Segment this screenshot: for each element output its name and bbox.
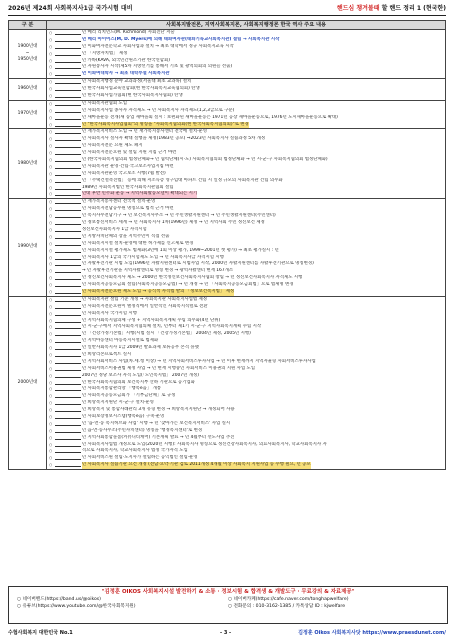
item-text: 년 사회복지사 실습기관 요건 개정 (전담·요약·기관 검토 2011개정 4개월 이상 사회복지 지원사업 등 수행 필요, 년 공포: [81, 462, 311, 468]
bullet-icon: ○: [49, 393, 53, 399]
bullet-icon: ○: [49, 455, 53, 461]
table-row: [9, 129, 446, 199]
naver-band-link[interactable]: ○ 네이버밴드(https://band.us/@oikos): [17, 597, 101, 602]
list-item: [49, 421, 443, 428]
fill-in-blank: [55, 58, 81, 63]
item-text: 년 (한국사회복지협의회 법정단체화→ 년 협력단체(시·도) 사회복지협의회 법정단체화 → 년 시·군·구 사회복지협의회 법정단체화): [81, 157, 328, 163]
item-text: 년 한국사회사업교육연합회(현 한국사회복지교육협의회) 탄생: [81, 86, 200, 92]
item-text: 년 사회복지사 실사자 확대 실행을 제정(1983년 공포) ⇒2023년 사회복지사 실습과정 5차 개정: [81, 136, 266, 142]
fill-in-blank: [55, 164, 81, 169]
fill-in-blank: [55, 30, 81, 35]
fill-in-blank: [55, 311, 81, 316]
list-item: [49, 178, 443, 185]
fill-in-blank: [55, 352, 81, 357]
bullet-icon: ○: [49, 43, 53, 49]
list-item: [49, 428, 443, 435]
bullet-icon: ○: [49, 386, 53, 392]
bullet-icon: ○: [49, 71, 53, 77]
list-item: [49, 171, 443, 178]
bullet-icon: ○: [49, 107, 53, 113]
bullet-icon: ○: [49, 191, 53, 197]
period-cell: 1990년대: [9, 199, 47, 296]
bullet-icon: ○: [49, 317, 53, 323]
item-text: 년 희망복지 및 통합사례관리 3개 유형 변경 → 희망복지지원단 → 개정되어 사용: [81, 407, 235, 413]
bullet-icon: ○: [49, 420, 53, 426]
fill-in-blank: [55, 455, 81, 460]
item-text: 년 이화여자전문학교 사회사업과 설치 → 최초 대학에서 정규 사회복지교육 시작: [81, 43, 234, 49]
bullet-icon: ○: [49, 57, 53, 63]
list-item: [49, 108, 443, 115]
fill-in-blank: [55, 324, 81, 329]
fill-in-blank: [55, 108, 81, 113]
items-cell: [47, 296, 446, 469]
fill-in-blank: [55, 407, 81, 412]
list-item: [49, 359, 443, 366]
contact-info: ○ 전화문의 : 010-3162-1385 / 카톡상담 ID : kjwelfare: [228, 604, 346, 609]
item-text: 년 자활후견기관 시범 도입(1996년 자활지원센터로 시범사업 시작, 2000년 자활지원센터를 자활후견기관으로 명칭변경): [81, 261, 314, 267]
bullet-icon: ○: [49, 288, 53, 294]
list-item: [49, 311, 443, 318]
item-text: 년 "한국사회복지사업협회"의 명칭을 "사회복지협의회(현 한국사회복지협의회)"로 변경: [81, 121, 249, 127]
item-text: 년 「지방자치법」 제정: [81, 50, 128, 56]
bullet-icon: ○: [49, 150, 53, 156]
bullet-icon: ○: [49, 407, 53, 413]
bullet-icon: ○: [49, 365, 53, 371]
bullet-icon: ○: [49, 268, 53, 274]
item-text: 년 사회복지시설 평가제도 법제화(3년에 1회 이상 평가, 1999~2001년 첫 평가) → 최초 평가실시 : 년: [81, 247, 279, 253]
item-text: 년 사회복지관 운영·건립·국고보조사업지침 마련: [81, 163, 174, 169]
fill-in-blank: [55, 359, 81, 364]
list-item: [49, 122, 443, 129]
bullet-icon: ○: [49, 261, 53, 267]
item-text: 년 지방자치단체의 장을 지역주민이 직접 선출: [81, 233, 170, 239]
list-item: [49, 435, 443, 442]
youtube-link[interactable]: ○ 유튜브(https://www.youtube.com/@한국사회복지원): [17, 604, 136, 609]
period-cell: 1980년대: [9, 129, 47, 199]
fill-in-blank: [55, 435, 81, 440]
bullet-icon: ○: [49, 199, 53, 205]
item-text: 격으로 사회복지사, 학교사회복지사 법정 국가자격 도입: [81, 448, 188, 454]
bullet-icon: ○: [49, 226, 53, 232]
fill-in-blank: [55, 234, 81, 239]
list-item: [49, 234, 443, 241]
item-text: 년 지역사회통합돌봄(커뮤니티케어) 기본계획 발표 → 년 4월부터 선도사업 추진: [81, 434, 235, 440]
fill-in-blank: [55, 122, 81, 127]
bullet-icon: ○: [49, 163, 53, 169]
fill-in-blank: [55, 261, 81, 266]
period-cell: 2000년대: [9, 296, 47, 469]
item-text: 년 메리 아이어스(M, D. Myers)에 의해 태화여자관(태화기독교사회복지관) 설립 → 사회복지관 시작: [81, 36, 280, 42]
item-text: 2007년 정당 보조사 자격 도입(「노인복지법」 2007년 개정): [81, 372, 199, 378]
bullet-icon: ○: [49, 184, 53, 190]
fill-in-blank: [55, 393, 81, 398]
item-text: 년 읍·면·동사무소(주민자치센터) 명칭을 '행정복지센터'로 변경: [81, 427, 203, 433]
list-item: [49, 331, 443, 338]
list-item: [49, 261, 443, 268]
list-item: [49, 297, 443, 304]
item-text: 년 사회보장정보시스템(행복e음) 구축·운영: [81, 413, 165, 419]
fill-in-blank: [55, 338, 81, 343]
fill-in-blank: [55, 241, 81, 246]
fill-in-blank: [55, 345, 81, 350]
list-item: [49, 86, 443, 93]
item-text: 년 새마을운동 전개(새 농업 새마을회 실시 : 보편화된 새마을운동은 1971년 공장 새마을운동으로, 1976년 도시새마을운동으로 확대): [81, 114, 338, 120]
bullet-icon: ○: [49, 358, 53, 364]
history-table: [8, 20, 446, 470]
fill-in-blank: [55, 129, 81, 134]
item-text: 년 지역아동센터 아동복지시설로 법제화: [81, 338, 159, 344]
list-item: [49, 136, 443, 143]
fill-in-blank: [55, 51, 81, 56]
period-cell: 1960년대: [9, 79, 47, 101]
fill-in-blank: [55, 428, 81, 433]
items-cell: [47, 129, 446, 199]
bullet-icon: ○: [49, 427, 53, 433]
fill-in-blank: [55, 220, 81, 225]
item-text: 년 사회복지관협회 도입: [81, 100, 128, 106]
list-item: [49, 268, 443, 275]
fill-in-blank: [55, 157, 81, 162]
fill-in-blank: [55, 206, 81, 211]
bullet-icon: ○: [49, 413, 53, 419]
bullet-icon: ○: [49, 296, 53, 302]
naver-cafe-link[interactable]: ○ 네이버카페(https://cafe.naver.com/tonghapwelfare): [228, 597, 349, 602]
list-item: [49, 400, 443, 407]
fill-in-blank: [55, 248, 81, 253]
bullet-icon: ○: [49, 310, 53, 316]
table-row: [9, 296, 446, 469]
bullet-icon: ○: [49, 448, 53, 454]
bullet-icon: ○: [49, 441, 53, 447]
list-item: [49, 58, 443, 65]
list-item: [49, 115, 443, 122]
bullet-icon: ○: [49, 36, 53, 42]
items-cell: [47, 30, 446, 79]
bullet-icon: ○: [49, 136, 53, 142]
footer-site: 김정훈 Oikos 사회복지사닷 https://www.praesdunet.com/: [298, 630, 446, 636]
list-item: [49, 129, 443, 136]
fill-in-blank: [55, 462, 81, 467]
item-text: 년 사회복지전문요원 및 설립 지원 지침 근거 마련: [81, 150, 177, 156]
promo-row: [9, 596, 447, 603]
item-text: 정신보건사회복지사 1급 자격시험: [81, 226, 147, 232]
fill-in-blank: [55, 86, 81, 91]
item-text: 년 메리 리치먼드(M. Richmond) 사회진단 저술: [81, 30, 175, 35]
fill-in-blank: [55, 380, 81, 385]
list-item: [49, 199, 443, 206]
item-text: 년 사회복지통합관리망 「행복e음」 개통: [81, 386, 162, 392]
list-item: [49, 143, 443, 150]
item-text: 년 사회복지관운영 국고보조 시행(7월 발전): [81, 170, 166, 176]
bullet-icon: ○: [49, 233, 53, 239]
bullet-icon: ○: [49, 129, 53, 135]
footer-slogan: 수험사회복지 대한민국 No.1: [8, 630, 73, 636]
bullet-icon: ○: [49, 400, 53, 406]
fill-in-blank: [55, 101, 81, 106]
bullet-icon: ○: [49, 254, 53, 260]
list-item: [49, 164, 443, 171]
item-text: 년 일반사회복지사 1급 2009년 발표과제 보류공무 본격 플랫: [81, 345, 199, 351]
items-cell: [47, 100, 446, 129]
fill-in-blank: [55, 227, 81, 232]
bullet-icon: ○: [49, 170, 53, 176]
list-item: [49, 255, 443, 262]
list-item: [49, 407, 443, 414]
item-text: 년 사회복지공동모금회가 「기부금단체」로 규정: [81, 393, 176, 399]
item-text: 년 한국사회사업가협회(현 한국사회복지사협회) 탄생: [81, 93, 183, 99]
bullet-icon: ○: [49, 121, 53, 127]
list-item: [49, 101, 443, 108]
period-cell: 1900년대 ~ 1950년대: [9, 30, 47, 79]
table-body: [9, 30, 446, 470]
item-text: 년 사회복지사업 종사자 자격제도 → 년 사회복지사 자격제도(1,2,3급으로 구분): [81, 107, 235, 113]
fill-in-blank: [55, 255, 81, 260]
fill-in-blank: [55, 373, 81, 378]
list-item: [49, 338, 443, 345]
item-text: 년 재가복지봉사센터 전국적 설치·운영: [81, 199, 156, 205]
fill-in-blank: [55, 386, 81, 391]
fill-in-blank: [55, 282, 81, 287]
list-item: [49, 150, 443, 157]
bullet-icon: ○: [49, 351, 53, 357]
fill-in-blank: [55, 400, 81, 405]
item-text: 1989년 사회복지법인 한국사회복지관협회 설립: [81, 184, 174, 190]
bullet-icon: ○: [49, 282, 53, 288]
item-text: 년 사회복지전담공무원 명칭으로 법적 근거 마련: [81, 206, 174, 212]
item-text: 년 재가복지서비스 도입 → 년 재가복지봉사센터 전국에 설치·운영: [81, 129, 207, 135]
list-item: [49, 44, 443, 51]
period-cell: 1970년대: [9, 100, 47, 129]
list-item: [49, 345, 443, 352]
item-text: 년 정신보건사회복지사 제도 → 2000년 한국정신보건사회복지사협회 창립 → 년 정신보건사회복지사 자격제도 시행: [81, 275, 303, 281]
list-item: [49, 414, 443, 421]
fill-in-blank: [55, 79, 81, 84]
bullet-icon: ○: [49, 86, 53, 92]
list-item: [49, 51, 443, 58]
item-text: 년 「주택건설촉진법」 등에 의해 저소득층 영구임대 아파트 건립 시 일정 규모의 사회복지관 건립 의무화: [81, 177, 283, 183]
list-item: [49, 380, 443, 387]
header-exam-title: 2026년 제24회 사회복지사1급 국가시험 대비: [8, 5, 133, 12]
list-item: [49, 206, 443, 213]
bullet-icon: ○: [49, 100, 53, 106]
table-row: [9, 79, 446, 101]
header-right-red: 핸드심 챙겨볼때: [336, 5, 380, 12]
bullet-icon: ○: [49, 345, 53, 351]
items-cell: [47, 199, 446, 296]
page-header: [8, 4, 446, 14]
list-item: [49, 191, 443, 198]
item-text: 년 카바(KAVA, 외국민간원조기관 한국연합회): [81, 57, 170, 63]
fill-in-blank: [55, 448, 81, 453]
list-item: [49, 373, 443, 380]
item-text: 년 사회서비스원 설립·도지사가 설립하는 공익법인 설립·운영: [81, 455, 198, 461]
fill-in-blank: [55, 71, 81, 76]
list-item: [49, 304, 443, 311]
list-item: [49, 248, 443, 255]
fill-in-blank: [55, 442, 81, 447]
item-text: 년 사회복지사 국가시험 시행: [81, 310, 137, 316]
fill-in-blank: [55, 213, 81, 218]
bullet-icon: ○: [49, 50, 53, 56]
bullet-icon: ○: [49, 220, 53, 226]
fill-in-blank: [55, 37, 81, 42]
fill-in-blank: [55, 178, 81, 183]
bullet-icon: ○: [49, 30, 53, 35]
list-item: [49, 366, 443, 373]
header-divider: [8, 15, 446, 16]
promo-box: [8, 586, 448, 624]
bullet-icon: ○: [49, 372, 53, 378]
list-item: [49, 30, 443, 37]
bullet-icon: ○: [49, 177, 53, 183]
item-text: 년 시·군·구에서 지역사회복지협의체 설치, 년부터 제1기 시·군·구 지역사회복지계획 수립 시작: [81, 324, 262, 330]
item-text: 년 복지사무전담기구 → 년 보건복지사무소 → 년 주민생활지원센터 → 년 주민생활지원센터(주민센터): [81, 213, 276, 219]
list-item: [49, 185, 443, 192]
item-text: 년 사회복지행정 분야 교과과정(서울대 최초 교과목) 설치: [81, 79, 192, 85]
page-footer: [8, 628, 446, 638]
list-item: [49, 352, 443, 359]
list-item: [49, 324, 443, 331]
list-item: [49, 448, 443, 455]
table-row: [9, 30, 446, 79]
item-text: 년 사회복지사업법 개정으로 도입(2020년 시행): 사회복지사 명칭으로 정신건강사회복지사, 의료사회복지사, 학교사회복지사 자: [81, 441, 327, 447]
list-item: [49, 393, 443, 400]
bullet-icon: ○: [49, 462, 53, 468]
bullet-icon: ○: [49, 247, 53, 253]
fill-in-blank: [55, 289, 81, 294]
fill-in-blank: [55, 297, 81, 302]
list-item: [49, 282, 443, 289]
list-item: [49, 220, 443, 227]
table-header-row: [9, 21, 446, 30]
list-item: [49, 79, 443, 86]
fill-in-blank: [55, 268, 81, 273]
item-text: 년 사회서비스이용권법 제정 사업 → 년 현재 시행중인 사회서비스 이용권의 지원 사업 도입: [81, 365, 255, 371]
fill-in-blank: [55, 421, 81, 426]
item-text: 년 희망리본프로젝트 실시: [81, 351, 132, 357]
bullet-icon: ○: [49, 79, 53, 85]
bullet-icon: ○: [49, 303, 53, 309]
item-text: 년 사회복지전문요원 제도 도입 → 공식적 자격법 발의 「정보보건복지법」 제정: [81, 288, 235, 294]
item-text: 년 지역사회복지협의체 구성 + 지역사회복지계획 수립 의무화(4년 단위): [81, 317, 221, 323]
fill-in-blank: [55, 143, 81, 148]
fill-in-blank: [55, 64, 81, 69]
fill-in-blank: [55, 44, 81, 49]
item-text: 년 정보통신서비스 세계 → 년 사회복지사 1차(1996년) 제정 → 년 지역사회 주민 정신보건 제정: [81, 220, 265, 226]
fill-in-blank: [55, 93, 81, 98]
page-number: - 3 -: [220, 630, 232, 636]
list-item: [49, 227, 443, 234]
list-item: [49, 64, 443, 71]
fill-in-blank: [55, 115, 81, 120]
list-item: [49, 213, 443, 220]
bullet-icon: ○: [49, 338, 53, 344]
item-text: 년대 후반 민주화 운동 → 지역사회활동모델이 확대되는 시기: [81, 191, 198, 197]
list-item: [49, 386, 443, 393]
item-text: 년 사회복지시설 설치·운영에 대한 허가제를 신고제로 변경: [81, 240, 194, 246]
item-text: 년 한국사회복지협의회 보건복지부 산하 기관으로 공기업화: [81, 379, 195, 385]
fill-in-blank: [55, 191, 81, 196]
bullet-icon: ○: [49, 143, 53, 149]
list-item: [49, 93, 443, 100]
item-text: 년 이화여대학자 → 최초 대학부설 사회복지관: [81, 71, 170, 77]
bullet-icon: ○: [49, 157, 53, 163]
fill-in-blank: [55, 318, 81, 323]
item-text: 년 사회복지전문 요원 제도 폐지: [81, 143, 143, 149]
list-item: [49, 71, 443, 78]
header-right-title: [337, 4, 446, 14]
promo-title: "김정훈 OIKOS 사회복지시설 발전하기 & 소통 · 정보시험 & 합격생 & 개발도구 · 무료강의 & 자료제공": [101, 589, 355, 595]
bullet-icon: ○: [49, 275, 53, 281]
item-text: 년 「건강가정기본법」시행(시범 실시 「건강가정기본법」 2004년 제정, 2005년 시행): [81, 331, 251, 337]
promo-row: [9, 603, 447, 610]
list-item: [49, 241, 443, 248]
bullet-icon: ○: [49, 64, 53, 70]
item-text: 년 지역사회서비스 사업(차.세.청 이상) → 년 지역사회서비스투자사업 → 년 이후 현재까지 지역자율형 사회서비스투자사업: [81, 358, 316, 364]
item-text: 년 '읍·면·동 복지허브화 사업' 시행 → 년 '찾아가는 보건복지서비스' 사업 실시: [81, 420, 231, 426]
bullet-icon: ○: [49, 93, 53, 99]
list-item: [49, 318, 443, 325]
item-text: 년 희망복지지원단 시·군·구 설치·운영: [81, 400, 154, 406]
bullet-icon: ○: [49, 114, 53, 120]
bullet-icon: ○: [49, 240, 53, 246]
list-item: [49, 462, 443, 469]
item-text: 년 사회복지전문요원이 별정직에서 일반직인 사회복지직렬로 전환: [81, 303, 208, 309]
fill-in-blank: [55, 366, 81, 371]
bullet-icon: ○: [49, 206, 53, 212]
fill-in-blank: [55, 136, 81, 141]
fill-in-blank: [55, 331, 81, 336]
fill-in-blank: [55, 150, 81, 155]
header-right-black: 할 핸드 정리 1 (현국한): [381, 5, 446, 12]
list-item: [49, 289, 443, 296]
list-item: [49, 37, 443, 44]
fill-in-blank: [55, 414, 81, 419]
fill-in-blank: [55, 275, 81, 280]
list-item: [49, 442, 443, 449]
bullet-icon: ○: [49, 331, 53, 337]
bullet-icon: ○: [49, 213, 53, 219]
items-cell: [47, 79, 446, 101]
fill-in-blank: [55, 199, 81, 204]
fill-in-blank: [55, 185, 81, 190]
column-header-period: 구 분: [9, 21, 47, 30]
list-item: [49, 157, 443, 164]
list-item: [49, 455, 443, 462]
item-text: 년 자원봉사자 시작(제5차 지방선거를 통해서 기초 및 광역의회의 의원들 선출): [81, 64, 233, 70]
item-text: 년 사회복지공동모금회 설립(사회복지공동모금법) → 년 개정 → 년 「사회복지공동모금회법」으로 법제명 변경: [81, 282, 294, 288]
bullet-icon: ○: [49, 434, 53, 440]
bullet-icon: ○: [49, 379, 53, 385]
column-header-content: 사회복지발전론, 지역사회복지론, 사회복지행정론 한국 역사 주요 내용: [47, 21, 446, 30]
table-row: [9, 100, 446, 129]
item-text: 년 사회복지사 1급의 국가시험제도 도입 → 년 사회복지사급 자격시험 시행: [81, 254, 224, 260]
fill-in-blank: [55, 304, 81, 309]
list-item: [49, 275, 443, 282]
fill-in-blank: [55, 171, 81, 176]
item-text: → 년 자활후견기관을 지역자활센터로 명칭 변경 → 광역자활센터 현재 167개소: [81, 268, 234, 274]
item-text: 년 사회복지관 설립 기준 개정 → 사회복지관 사회복지사업법 제정: [81, 296, 207, 302]
table-row: [9, 199, 446, 296]
bullet-icon: ○: [49, 324, 53, 330]
